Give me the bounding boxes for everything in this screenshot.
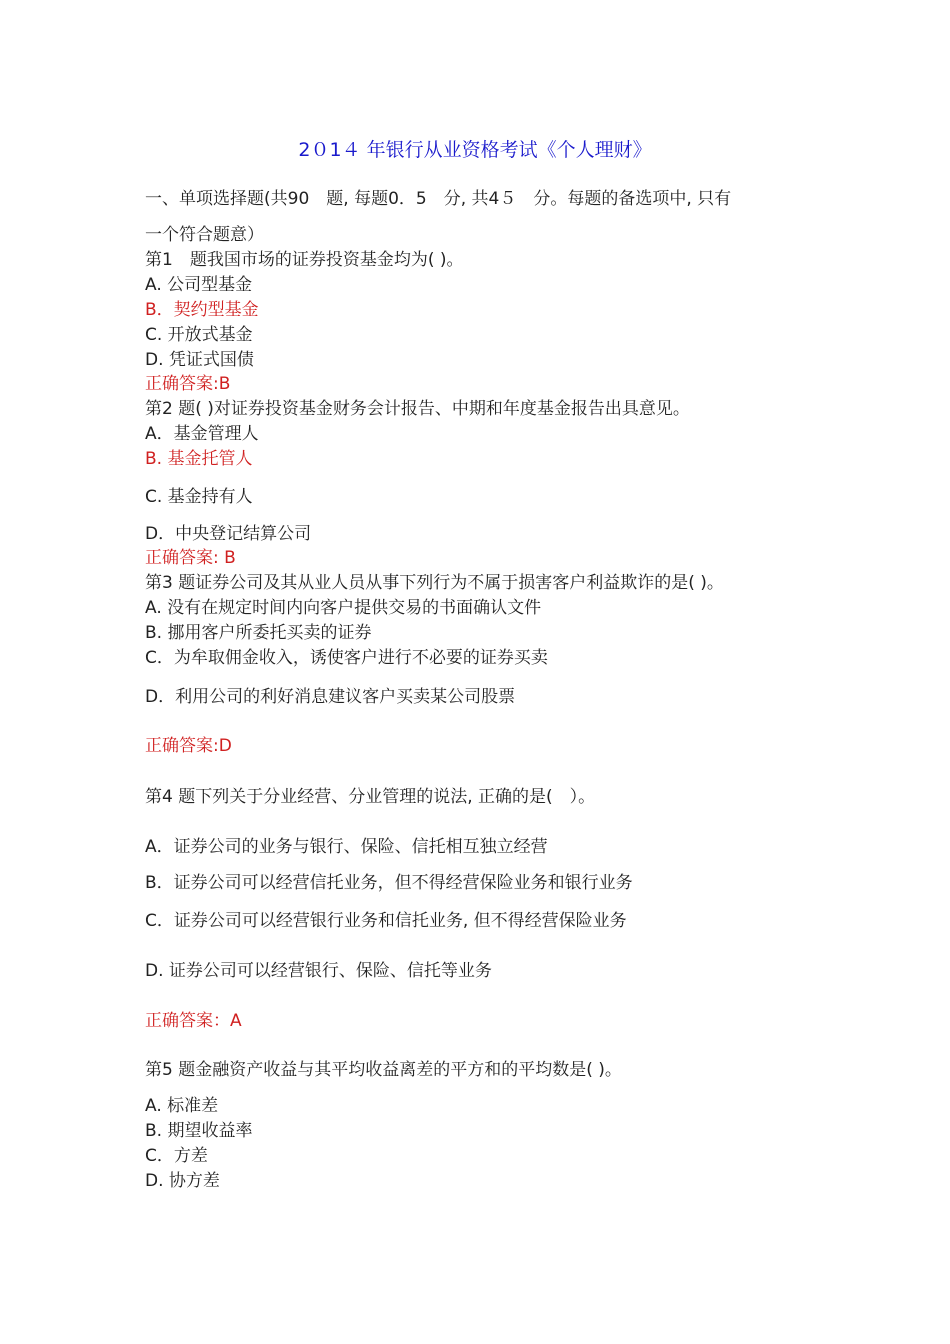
question-5-option-c: C．方差 bbox=[145, 1146, 208, 1166]
question-3-option-c: C．为牟取佣金收入，诱使客户进行不必要的证券买卖 bbox=[145, 648, 548, 668]
question-1-stem: 第1 题我国市场的证券投资基金均为( )。 bbox=[145, 250, 464, 270]
question-4-option-d: D. 证券公司可以经营银行、保险、信托等业务 bbox=[145, 961, 492, 981]
question-2-option-b: B. 基金托管人 bbox=[145, 449, 253, 469]
question-5-option-d: D. 协方差 bbox=[145, 1171, 220, 1191]
question-2-option-d: D．中央登记结算公司 bbox=[145, 524, 312, 544]
section-intro-line-1: 一、单项选择题(共90 题, 每题0．5 分, 共4５ 分。每题的备选项中, 只有 bbox=[145, 189, 732, 209]
question-4-option-b: B．证券公司可以经营信托业务，但不得经营保险业务和银行业务 bbox=[145, 873, 633, 893]
question-2-option-a: A．基金管理人 bbox=[145, 424, 259, 444]
question-5-option-a: A. 标准差 bbox=[145, 1096, 219, 1116]
question-3-option-b: B. 挪用客户所委托买卖的证券 bbox=[145, 623, 372, 643]
question-2-option-c: C. 基金持有人 bbox=[145, 487, 253, 507]
question-1-answer: 正确答案:B bbox=[145, 374, 231, 394]
question-1-option-c: C. 开放式基金 bbox=[145, 325, 253, 345]
question-2-answer: 正确答案: B bbox=[145, 548, 236, 568]
question-4-answer: 正确答案：A bbox=[145, 1011, 242, 1031]
question-2-stem: 第2 题( )对证券投资基金财务会计报告、中期和年度基金报告出具意见。 bbox=[145, 399, 690, 419]
document-title: 2０1４ 年银行从业资格考试《个人理财》 bbox=[298, 139, 652, 161]
question-5-option-b: B. 期望收益率 bbox=[145, 1121, 253, 1141]
question-3-answer: 正确答案:D bbox=[145, 736, 232, 756]
question-3-option-d: D．利用公司的利好消息建议客户买卖某公司股票 bbox=[145, 687, 516, 707]
question-1-option-d: D. 凭证式国债 bbox=[145, 350, 254, 370]
question-4-option-c: C．证券公司可以经营银行业务和信托业务, 但不得经营保险业务 bbox=[145, 911, 627, 931]
question-4-stem: 第4 题下列关于分业经营、分业管理的说法, 正确的是( ）。 bbox=[145, 787, 596, 807]
question-4-option-a: A．证券公司的业务与银行、保险、信托相互独立经营 bbox=[145, 837, 548, 857]
question-1-option-a: A. 公司型基金 bbox=[145, 275, 253, 295]
question-3-option-a: A. 没有在规定时间内向客户提供交易的书面确认文件 bbox=[145, 598, 542, 618]
question-5-stem: 第5 题金融资产收益与其平均收益离差的平方和的平均数是( )。 bbox=[145, 1060, 622, 1080]
question-1-option-b: B．契约型基金 bbox=[145, 300, 259, 320]
question-3-stem: 第3 题证券公司及其从业人员从事下列行为不属于损害客户利益欺诈的是( )。 bbox=[145, 573, 724, 593]
section-intro-line-2: 一个符合题意） bbox=[145, 225, 264, 245]
